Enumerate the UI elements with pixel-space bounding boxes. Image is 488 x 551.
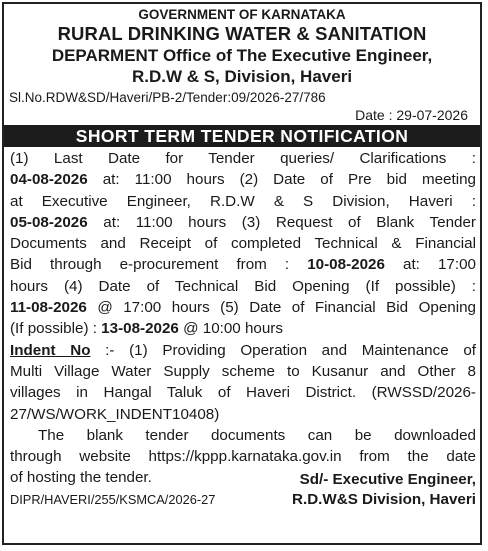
- pre-bid-meeting-date: 05-08-2026: [10, 213, 88, 231]
- tender-notice: [2, 2, 482, 545]
- indent-line: 27/WS/WORK_INDENT10408): [10, 405, 220, 423]
- schedule-line: (If possible) : 13-08-2026 @ 10:00 hours: [10, 320, 283, 338]
- signature-title: Sd/- Executive Engineer,: [299, 471, 476, 489]
- date-label: Date :: [355, 107, 393, 123]
- notice-body: [4, 147, 480, 510]
- schedule-line: 05-08-2026 at: 11:00 hours (3) Request of Blank Tender: [10, 213, 476, 231]
- indent-label: Indent No: [10, 341, 91, 359]
- division-name: R.D.W & S, Division, Haveri: [131, 67, 353, 86]
- indent-line: Indent No :- (1) Providing Operation and Maintenance of: [10, 341, 476, 359]
- schedule-line: at Executive Engineer, R.D.W & S Division, Haveri :: [10, 192, 476, 210]
- notification-banner: SHORT TERM TENDER NOTIFICATION: [4, 125, 480, 147]
- date-value: 29-07-2026: [396, 107, 468, 123]
- department-name: RURAL DRINKING WATER & SANITATION: [57, 23, 427, 44]
- pre-bid-date: 04-08-2026: [10, 171, 88, 189]
- indent-line: villages in Hangal Taluk of Haveri District. (RWSSD/2026-: [10, 384, 476, 402]
- schedule-line: (1) Last Date for Tender queries/ Clarifications :: [10, 150, 476, 167]
- indent-line: Multi Village Water Supply scheme to Kusanur and Other 8: [10, 362, 476, 380]
- dipr-number: DIPR/HAVERI/255/KSMCA/2026-27: [10, 491, 216, 507]
- schedule-line: 04-08-2026 at: 11:00 hours (2) Date of Pre bid meeting: [10, 171, 476, 189]
- schedule-line: Documents and Receipt of completed Technical & Financial: [10, 235, 476, 253]
- download-line: through website https://kppp.karnataka.gov.in from the date: [10, 448, 476, 466]
- schedule-line: 11-08-2026 @ 17:00 hours (5) Date of Financial Bid Opening: [10, 299, 476, 317]
- download-line: The blank tender documents can be downloaded: [38, 426, 476, 444]
- schedule-line: hours (4) Date of Technical Bid Opening (If possible) :: [10, 277, 476, 295]
- reference-number: Sl.No.RDW&SD/Haveri/PB-2/Tender:09/2026-27/786: [9, 90, 326, 105]
- notice-footer: [10, 467, 476, 510]
- financial-bid-date: 13-08-2026: [101, 320, 179, 338]
- download-line: of hosting the tender.: [10, 469, 152, 487]
- signature-block: [292, 470, 476, 510]
- technical-bid-date: 11-08-2026: [10, 299, 87, 317]
- footer-left: [10, 467, 215, 510]
- notice-date: [4, 107, 480, 124]
- e-procurement-date: 10-08-2026: [307, 256, 385, 274]
- office-name: DEPARMENT Office of The Executive Engineer,: [51, 46, 433, 65]
- government-title: GOVERNMENT OF KARNATAKA: [138, 7, 346, 22]
- signature-division: R.D.W&S Division, Haveri: [292, 491, 476, 509]
- schedule-line: Bid through e-procurement from : 10-08-2026 at: 17:00: [10, 256, 476, 274]
